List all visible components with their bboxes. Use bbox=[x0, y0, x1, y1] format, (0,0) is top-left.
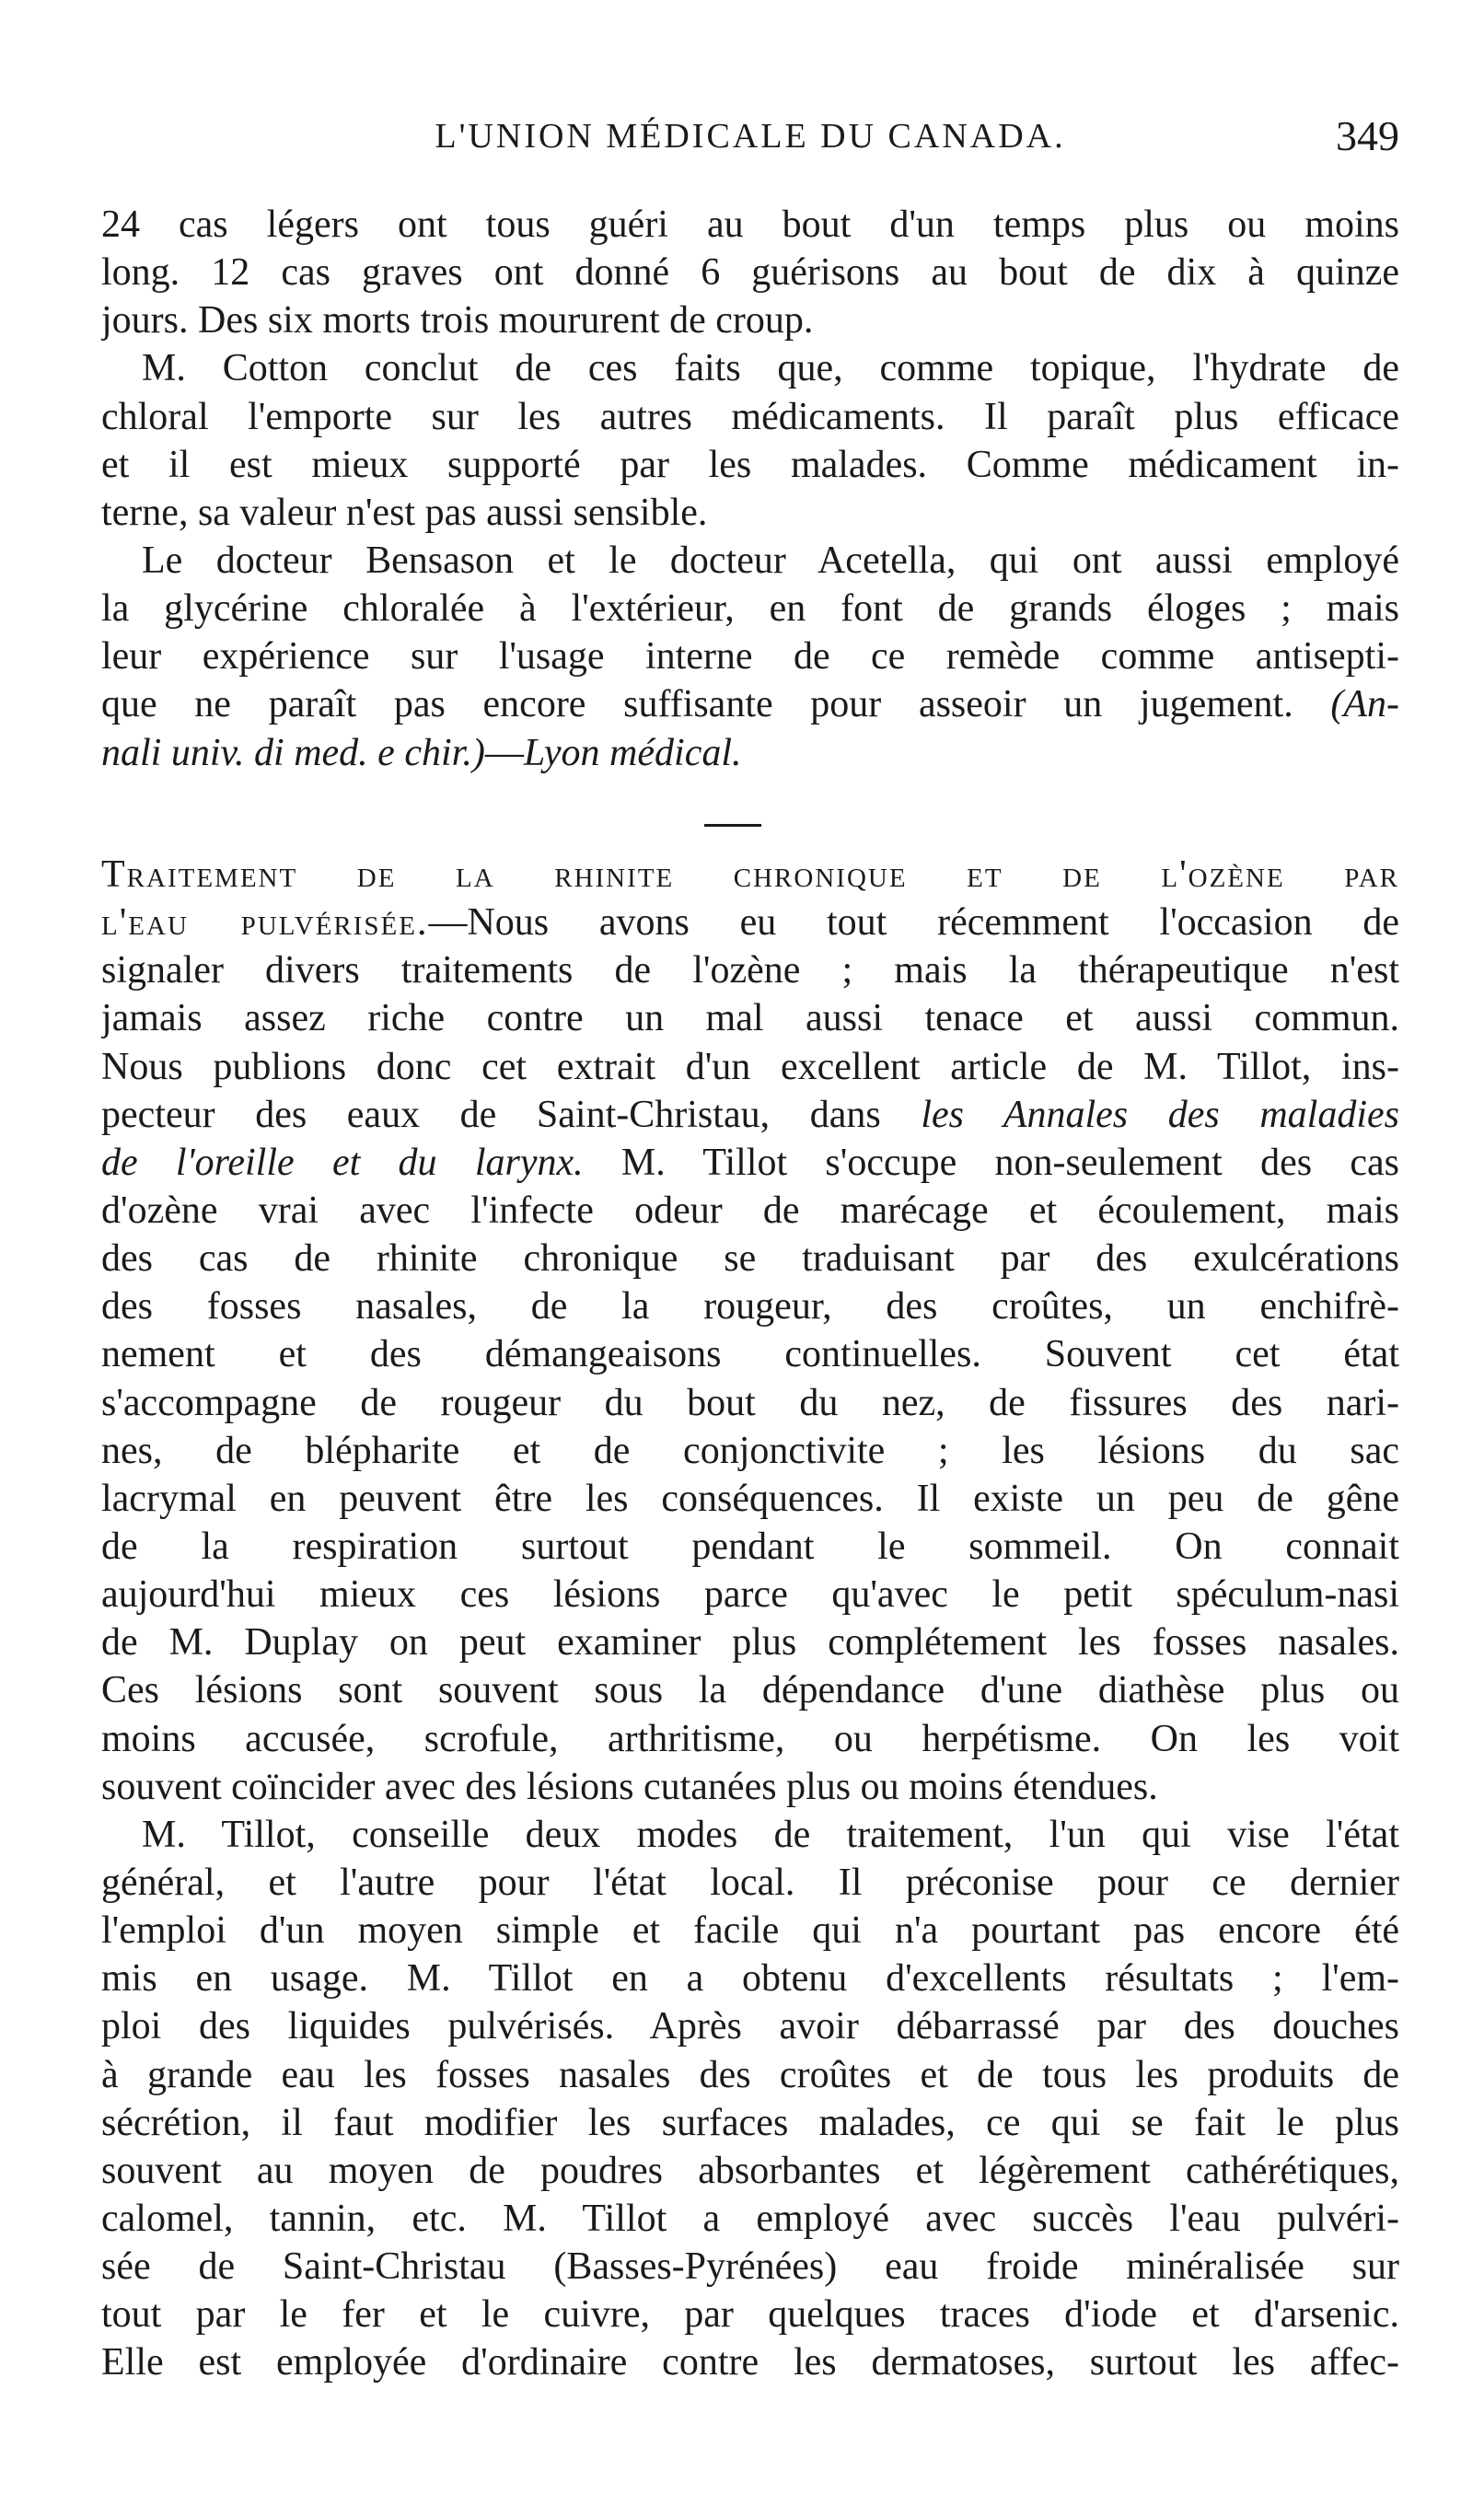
text-line bbox=[101, 1091, 1399, 1139]
text-line: leur expérience sur l'usage interne de ce remède comme antisepti- bbox=[101, 635, 1399, 679]
text-line bbox=[101, 729, 1399, 777]
text-line: de M. Duplay on peut examiner plus complétement les fosses nasales. bbox=[101, 1621, 1399, 1665]
text-line: Ces lésions sont souvent sous la dépendance d'une diathèse plus ou bbox=[101, 1669, 1399, 1712]
text-line: terne, sa valeur n'est pas aussi sensible. bbox=[101, 491, 708, 534]
text-line: de la respiration surtout pendant le sommeil. On connait bbox=[101, 1525, 1399, 1568]
text-line: l'emploi d'un moyen simple et facile qui n'a pourtant pas encore été bbox=[101, 1909, 1399, 1953]
text-line: souvent au moyen de poudres absorbantes et légèrement cathérétiques, bbox=[101, 2149, 1399, 2192]
text-line: lacrymal en peuvent être les conséquences. Il existe un peu de gêne bbox=[101, 1477, 1399, 1520]
text-run: M. Tillot s'occupe non-seulement des cas bbox=[620, 1141, 1399, 1184]
journal-italic: les Annales des maladies bbox=[921, 1093, 1399, 1136]
text-line: sécrétion, il faut modifier les surfaces malades, ce qui se fait le plus bbox=[101, 2101, 1399, 2144]
text-line: calomel, tannin, etc. M. Tillot a employé avec succès l'eau pulvéri- bbox=[101, 2197, 1399, 2240]
text-line: nement et des démangeaisons continuelles. Souvent cet état bbox=[101, 1333, 1399, 1376]
text-line: mis en usage. M. Tillot en a obtenu d'excellents résultats ; l'em- bbox=[101, 1957, 1399, 2001]
source-italic: Lyon médical. bbox=[523, 731, 742, 774]
running-title: L'UNION MÉDICALE DU CANADA. bbox=[435, 117, 1066, 156]
text-line: jamais assez riche contre un mal aussi tenace et aussi commun. bbox=[101, 997, 1399, 1040]
text-line bbox=[101, 899, 1399, 946]
section-separator bbox=[704, 824, 761, 827]
text-line: M. Cotton conclut de ces faits que, comme topique, l'hydrate de bbox=[142, 347, 1399, 390]
citation-italic: (An- bbox=[1330, 683, 1399, 726]
text-run: —Nous avons eu tout récemment l'occasion de bbox=[428, 901, 1399, 945]
text-line: tout par le fer et le cuivre, par quelques traces d'iode et d'arsenic. bbox=[101, 2293, 1399, 2337]
text-line: d'ozène vrai avec l'infecte odeur de marécage et écoulement, mais bbox=[101, 1189, 1399, 1232]
text-line: général, et l'autre pour l'état local. Il préconise pour ce dernier bbox=[101, 1861, 1399, 1904]
text-line: ploi des liquides pulvérisés. Après avoir débarrassé par des douches bbox=[101, 2005, 1399, 2048]
text-line: moins accusée, scrofule, arthritisme, ou herpétisme. On les voit bbox=[101, 1717, 1399, 1760]
text-run: — bbox=[484, 731, 524, 774]
text-line: chloral l'emporte sur les autres médicaments. Il paraît plus efficace bbox=[101, 395, 1399, 438]
text-block-chloral bbox=[101, 201, 1399, 777]
text-line: long. 12 cas graves ont donné 6 guérisons au bout de dix à quinze bbox=[101, 251, 1399, 295]
text-line bbox=[101, 680, 1399, 728]
text-line bbox=[101, 1139, 1399, 1187]
text-line: M. Tillot, conseille deux modes de traitement, l'un qui vise l'état bbox=[142, 1813, 1399, 1856]
article-title: l'eau pulvérisée. bbox=[101, 901, 429, 945]
text-line: Elle est employée d'ordinaire contre les dermatoses, surtout les affec- bbox=[101, 2341, 1399, 2384]
text-line: Le docteur Bensason et le docteur Acetella, qui ont aussi employé bbox=[142, 539, 1399, 582]
text-line: des fosses nasales, de la rougeur, des croûtes, un enchifrè- bbox=[101, 1285, 1399, 1328]
text-line: jours. Des six morts trois moururent de croup. bbox=[101, 299, 814, 342]
page-header bbox=[101, 109, 1399, 164]
text-line: s'accompagne de rougeur du bout du nez, de fissures des nari- bbox=[101, 1381, 1399, 1424]
text-line: à grande eau les fosses nasales des croûtes et de tous les produits de bbox=[101, 2053, 1399, 2096]
journal-italic: de l'oreille et du larynx. bbox=[101, 1141, 584, 1184]
text-run: pecteur des eaux de Saint-Christau, dans bbox=[101, 1093, 881, 1136]
text-line: sée de Saint-Christau (Basses-Pyrénées) eau froide minéralisée sur bbox=[101, 2245, 1399, 2289]
text-line: nes, de blépharite et de conjonctivite ; les lésions du sac bbox=[101, 1429, 1399, 1472]
text-line: aujourd'hui mieux ces lésions parce qu'avec le petit spéculum-nasi bbox=[101, 1573, 1399, 1617]
text-block-rhinite bbox=[101, 851, 1399, 2387]
text-line: et il est mieux supporté par les malades. Comme médicament in- bbox=[101, 443, 1399, 486]
text-line: signaler divers traitements de l'ozène ; mais la thérapeutique n'est bbox=[101, 949, 1399, 992]
text-line: Nous publions donc cet extrait d'un excellent article de M. Tillot, ins- bbox=[101, 1045, 1399, 1088]
text-line: souvent coïncider avec des lésions cutanées plus ou moins étendues. bbox=[101, 1765, 1158, 1808]
citation-italic: nali univ. di med. e chir.) bbox=[101, 731, 485, 774]
text-line: 24 cas légers ont tous guéri au bout d'un temps plus ou moins bbox=[101, 203, 1399, 246]
text-line: des cas de rhinite chronique se traduisant par des exulcérations bbox=[101, 1237, 1399, 1281]
article-title: Traitement de la rhinite chronique et de l'ozène par bbox=[101, 853, 1399, 896]
article-title-line bbox=[101, 851, 1399, 899]
page-number: 349 bbox=[1336, 112, 1399, 159]
text-line: la glycérine chloralée à l'extérieur, en font de grands éloges ; mais bbox=[101, 587, 1399, 631]
text-run: que ne paraît pas encore suffisante pour asseoir un jugement. bbox=[101, 683, 1293, 726]
